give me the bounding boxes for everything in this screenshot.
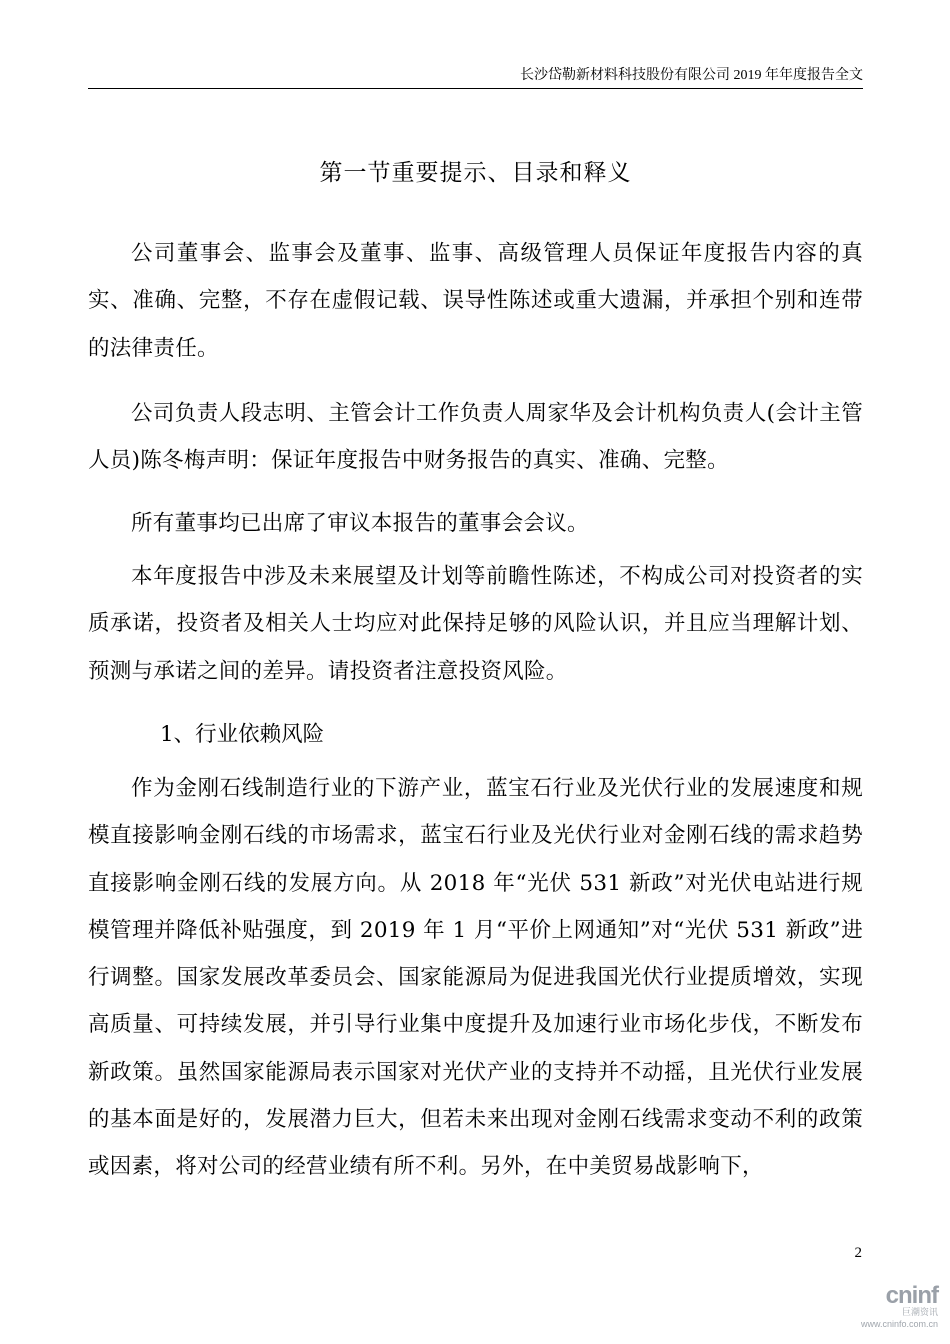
watermark-url: www.cninfo.com.cn — [860, 1319, 938, 1329]
running-header-text: 长沙岱勒新材料科技股份有限公司 2019 年年度报告全文 — [520, 68, 863, 83]
paragraph-board-guarantee: 公司董事会、监事会及董事、监事、高级管理人员保证年度报告内容的真实、准确、完整，不存在虚假记载、误导性陈述或重大遗漏，并承担个别和连带的法律责任。 — [88, 241, 863, 361]
running-header — [88, 62, 863, 89]
paragraph-directors-attendance: 所有董事均已出席了审议本报告的董事会会议。 — [131, 511, 589, 536]
watermark-logo: cninf — [885, 1282, 938, 1309]
page-number: 2 — [854, 1245, 862, 1261]
paragraph-industry-risk: 作为金刚石线制造行业的下游产业，蓝宝石行业及光伏行业的发展速度和规模直接影响金刚石线的市场需求，蓝宝石行业及光伏行业对金刚石线的需求趋势直接影响金刚石线的发展方向。从 2018 年“光伏 531 新政”对光伏电站进行规模管理并降低补贴强度，到 2019 年 1 月“平价上网通知”对“光伏 531 新政”进行调整。国家发展改革委员会、国家能源局为促进我国光伏行业提质增效，实现高质量、可持续发展，并引导行业集中度提升及加速行业市场化步伐，不断发布新政策。虽然国家能源局表示国家对光伏产业的支持并不动摇，且光伏行业发展的基本面是好的，发展潜力巨大，但若未来出现对金刚石线需求变动不利的政策或因素，将对公司的经营业绩有所不利。另外，在中美贸易战影响下， — [88, 776, 863, 1180]
cninfo-watermark — [838, 1284, 938, 1332]
watermark-chinese: 巨潮资讯 — [901, 1308, 938, 1318]
paragraph-responsible-persons: 公司负责人段志明、主管会计工作负责人周家华及会计机构负责人(会计主管人员)陈冬梅声明：保证年度报告中财务报告的真实、准确、完整。 — [88, 401, 863, 474]
paragraph-forward-looking: 本年度报告中涉及未来展望及计划等前瞻性陈述，不构成公司对投资者的实质承诺，投资者及相关人士均应对此保持足够的风险认识，并且应当理解计划、预测与承诺之间的差异。请投资者注意投资风险。 — [88, 564, 863, 684]
section-title: 第一节重要提示、目录和释义 — [319, 160, 632, 186]
risk-heading: 1、行业依赖风险 — [160, 722, 325, 747]
